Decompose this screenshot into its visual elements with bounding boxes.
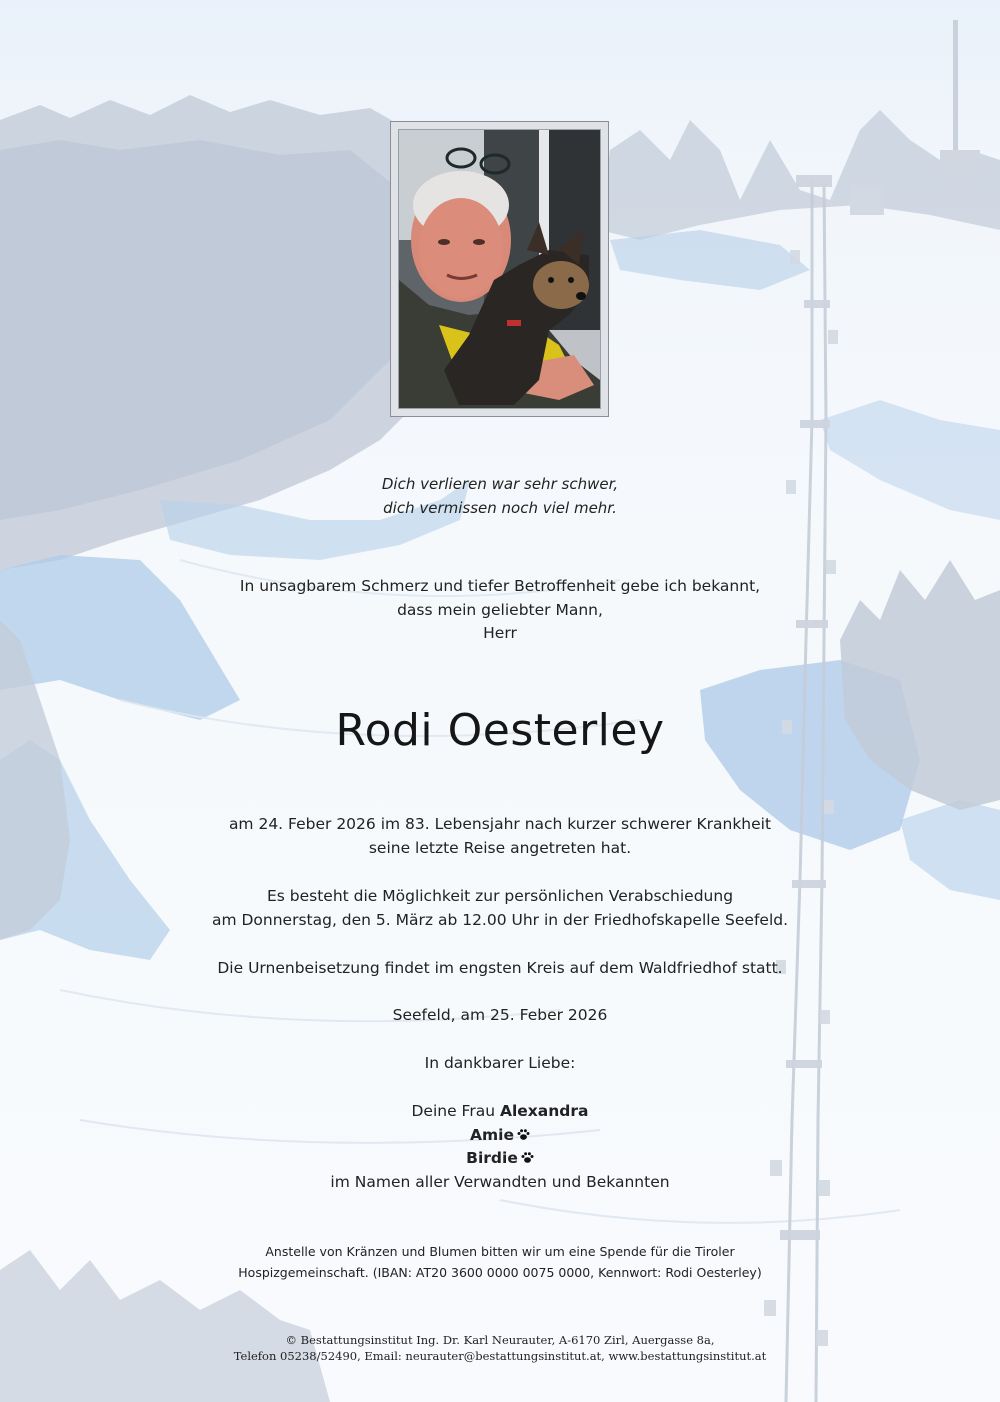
paw-icon: [521, 1147, 534, 1171]
portrait-photo-frame: [390, 121, 609, 417]
quote-line-2: dich vermissen noch viel mehr.: [383, 499, 617, 517]
footer-line-2: Telefon 05238/52490, Email: neurauter@bestattungsinstitut.at, www.bestattungsinstitut.at: [233, 1349, 767, 1363]
mourner-wife-name: Alexandra: [499, 1102, 589, 1120]
mourner-wife-prefix: Deine Frau: [411, 1102, 496, 1120]
footer-line-1: © Bestattungsinstitut Ing. Dr. Karl Neurauter, A-6170 Zirl, Auergasse 8a,: [285, 1333, 715, 1347]
mourner-wife: [0, 1099, 1000, 1123]
mourner-pet-1: [0, 1123, 1000, 1148]
deceased-name: Rodi Oesterley: [335, 705, 665, 756]
mourner-pet-1-name: Amie: [470, 1126, 514, 1144]
intro-line-2: dass mein geliebter Mann,: [397, 601, 603, 619]
intro-line-3: Herr: [483, 624, 517, 642]
death-line-1: am 24. Feber 2026 im 83. Lebensjahr nach kurzer schwerer Krankheit: [228, 815, 772, 833]
farewell-line-2: am Donnerstag, den 5. März ab 12.00 Uhr in der Friedhofskapelle Seefeld.: [211, 911, 789, 929]
death-line-2: seine letzte Reise angetreten hat.: [368, 839, 632, 857]
place-date: Seefeld, am 25. Feber 2026: [392, 1006, 608, 1024]
mourner-pet-2: [0, 1146, 1000, 1171]
portrait-photo: [398, 129, 601, 409]
mourner-pet-2-name: Birdie: [466, 1149, 518, 1167]
mourner-others: im Namen aller Verwandten und Bekannten: [330, 1173, 670, 1191]
donation-line-1: Anstelle von Kränzen und Blumen bitten wir um eine Spende für die Tiroler: [265, 1244, 735, 1259]
closing-phrase: In dankbarer Liebe:: [424, 1054, 576, 1072]
portrait-illustration: [399, 130, 600, 408]
paw-icon: [517, 1124, 530, 1148]
farewell-line-1: Es besteht die Möglichkeit zur persönlichen Verabschiedung: [266, 887, 734, 905]
intro-line-1: In unsagbarem Schmerz und tiefer Betroffenheit gebe ich bekannt,: [239, 577, 761, 595]
quote-line-1: Dich verlieren war sehr schwer,: [381, 475, 619, 493]
donation-line-2: Hospizgemeinschaft. (IBAN: AT20 3600 0000 0075 0000, Kennwort: Rodi Oesterley): [238, 1265, 762, 1280]
burial-notice: Die Urnenbeisetzung findet im engsten Kreis auf dem Waldfriedhof statt.: [217, 959, 783, 977]
